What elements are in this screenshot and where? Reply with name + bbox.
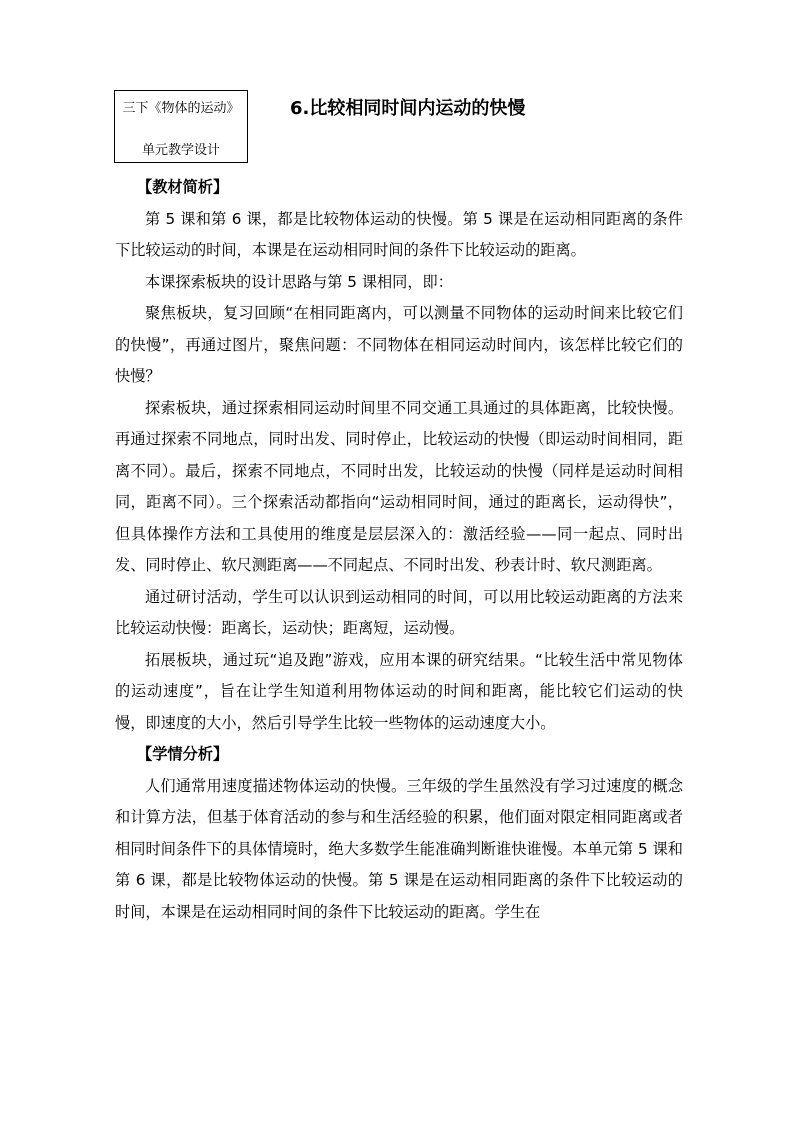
lesson-title: 6.比较相同时间内运动的快慢 bbox=[290, 98, 526, 119]
paragraph: 人们通常用速度描述物体运动的快慢。三年级的学生虽然没有学习过速度的概念和计算方法，但基于体育活动的参与和生活经验的积累，他们面对限定相同距离或者相同时间条件下的具体情境时，绝大多数学生能准确判断谁快谁慢。本单元第 5 课和第 6 课，都是比较物体运动的快慢。第 5 课是在运动相同距离的条件下比较运动的时间，本课是在运动相同时间的条件下比较运动的距离。学生在 bbox=[115, 776, 683, 921]
document-body bbox=[115, 172, 683, 928]
paragraph: 本课探索板块的设计思路与第 5 课相同，即： bbox=[145, 272, 453, 291]
paragraph: 聚焦板块，复习回顾“在相同距离内，可以测量不同物体的运动时间来比较它们的快慢”，再通过图片，聚焦问题：不同物体在相同运动时间内，该怎样比较它们的快慢？ bbox=[115, 304, 683, 385]
paragraph: 拓展板块，通过玩“追及跑”游戏，应用本课的研究结果。“比较生活中常见物体的运动速度”，旨在让学生知道利用物体运动的时间和距离，能比较它们运动的快慢，即速度的大小，然后引导学生比较一些物体的运动速度大小。 bbox=[115, 650, 683, 732]
unit-design-label: 单元教学设计 bbox=[141, 143, 220, 158]
unit-label-box bbox=[114, 90, 248, 163]
paragraph: 探索板块，通过探索相同运动时间里不同交通工具通过的具体距离，比较快慢。再通过探索不同地点，同时出发、同时停止，比较运动的快慢（即运动时间相同，距离不同）。最后，探索不同地点，不同时出发，比较运动的快慢（同样是运动时间相同，距离不同）。三个探索活动都指向“运动相同时间，通过的距离长，运动得快”，但具体操作方法和工具使用的维度是层层深入的：激活经验——同一起点、同时出发、同时停止、软尺测距离——不同起点、不同时出发、秒表计时、软尺测距离。 bbox=[115, 398, 683, 574]
section-heading-textbook-analysis: 【教材简析】 bbox=[137, 178, 229, 196]
unit-name: 三下《物体的运动》 bbox=[122, 101, 240, 116]
section-heading-student-analysis: 【学情分析】 bbox=[137, 745, 229, 763]
paragraph: 第 5 课和第 6 课，都是比较物体运动的快慢。第 5 课是在运动相同距离的条件下比较运动的时间，本课是在运动相同时间的条件下比较运动的距离。 bbox=[115, 209, 683, 259]
paragraph: 通过研讨活动，学生可以认识到运动相同的时间，可以用比较运动距离的方法来比较运动快慢：距离长，运动快；距离短，运动慢。 bbox=[115, 587, 683, 637]
